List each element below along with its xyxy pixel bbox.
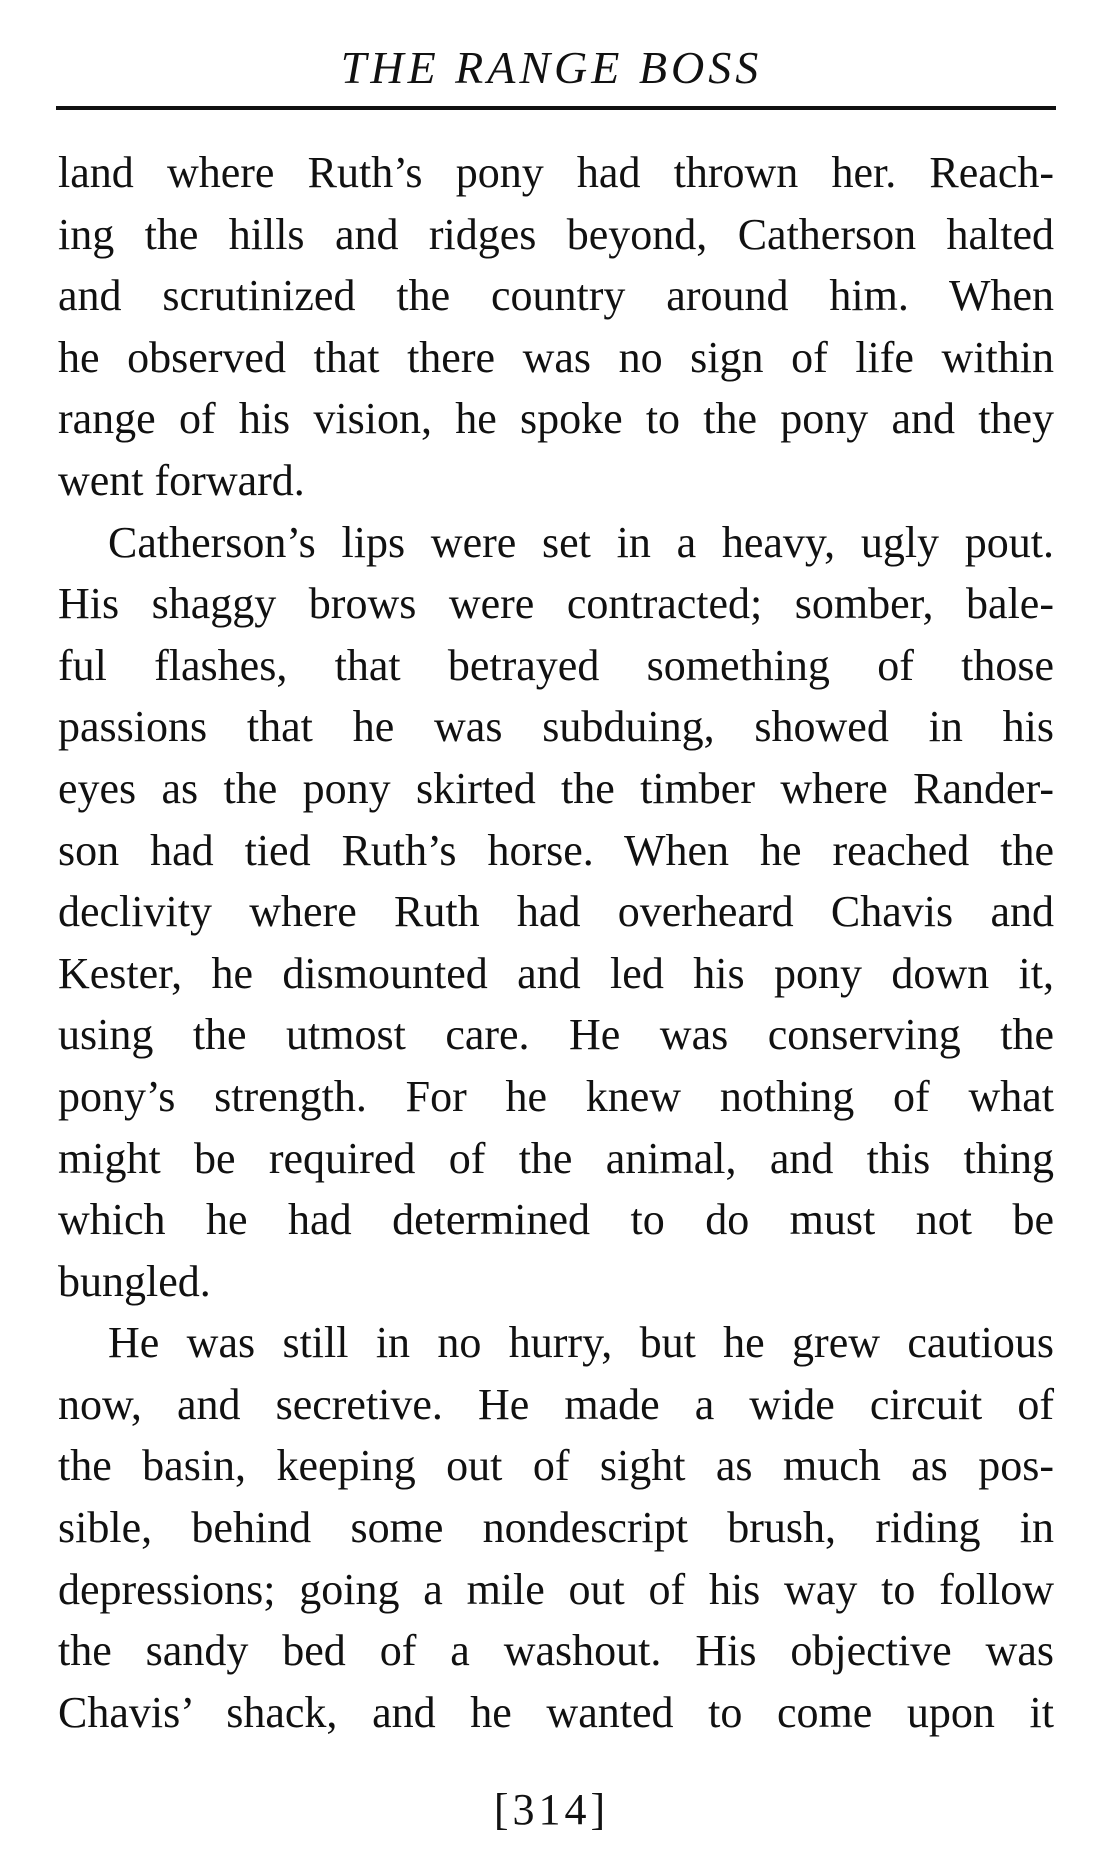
body-text — [58, 142, 1054, 1743]
text-line: land where Ruth’s pony had thrown her. Reach- — [58, 148, 1054, 197]
text-line: the sandy bed of a washout. His objective was — [58, 1626, 1054, 1676]
text-line: and scrutinized the country around him. When — [58, 271, 1054, 321]
text-line: ful flashes, that betrayed something of those — [58, 640, 1054, 690]
text-line: He was still in no hurry, but he grew cautious — [108, 1318, 1054, 1368]
text-line: sible, behind some nondescript brush, riding in — [58, 1503, 1054, 1553]
text-line: son had tied Ruth’s horse. When he reached the — [58, 825, 1054, 875]
text-line: went forward. — [58, 455, 305, 505]
text-line: he observed that there was no sign of life within — [58, 332, 1054, 382]
page-number: [314] — [493, 1785, 610, 1834]
text-line: might be required of the animal, and this thing — [58, 1133, 1054, 1183]
text-line: range of his vision, he spoke to the pony and they — [58, 394, 1054, 444]
text-line: now, and secretive. He made a wide circuit of — [58, 1379, 1054, 1429]
text-line: Kester, he dismounted and led his pony down it, — [58, 948, 1054, 998]
text-line: which he had determined to do must not be — [58, 1195, 1054, 1245]
text-line: passions that he was subduing, showed in his — [58, 702, 1054, 752]
text-line: His shaggy brows were contracted; somber, bale- — [58, 579, 1054, 629]
text-line: pony’s strength. For he knew nothing of what — [58, 1071, 1054, 1121]
text-line: bungled. — [58, 1256, 211, 1306]
running-head: THE RANGE BOSS — [340, 42, 763, 93]
text-line: eyes as the pony skirted the timber where Rander- — [58, 763, 1054, 813]
header-rule — [56, 106, 1056, 110]
text-line: depressions; going a mile out of his way to follow — [58, 1564, 1054, 1614]
text-line: Catherson’s lips were set in a heavy, ugly pout. — [108, 517, 1054, 567]
text-line: ing the hills and ridges beyond, Catherson halted — [58, 209, 1054, 259]
text-line: declivity where Ruth had overheard Chavis and — [58, 887, 1054, 937]
text-line: using the utmost care. He was conserving the — [58, 1010, 1054, 1060]
text-line: the basin, keeping out of sight as much as pos- — [58, 1441, 1054, 1491]
text-line: Chavis’ shack, and he wanted to come upon it — [58, 1687, 1054, 1737]
